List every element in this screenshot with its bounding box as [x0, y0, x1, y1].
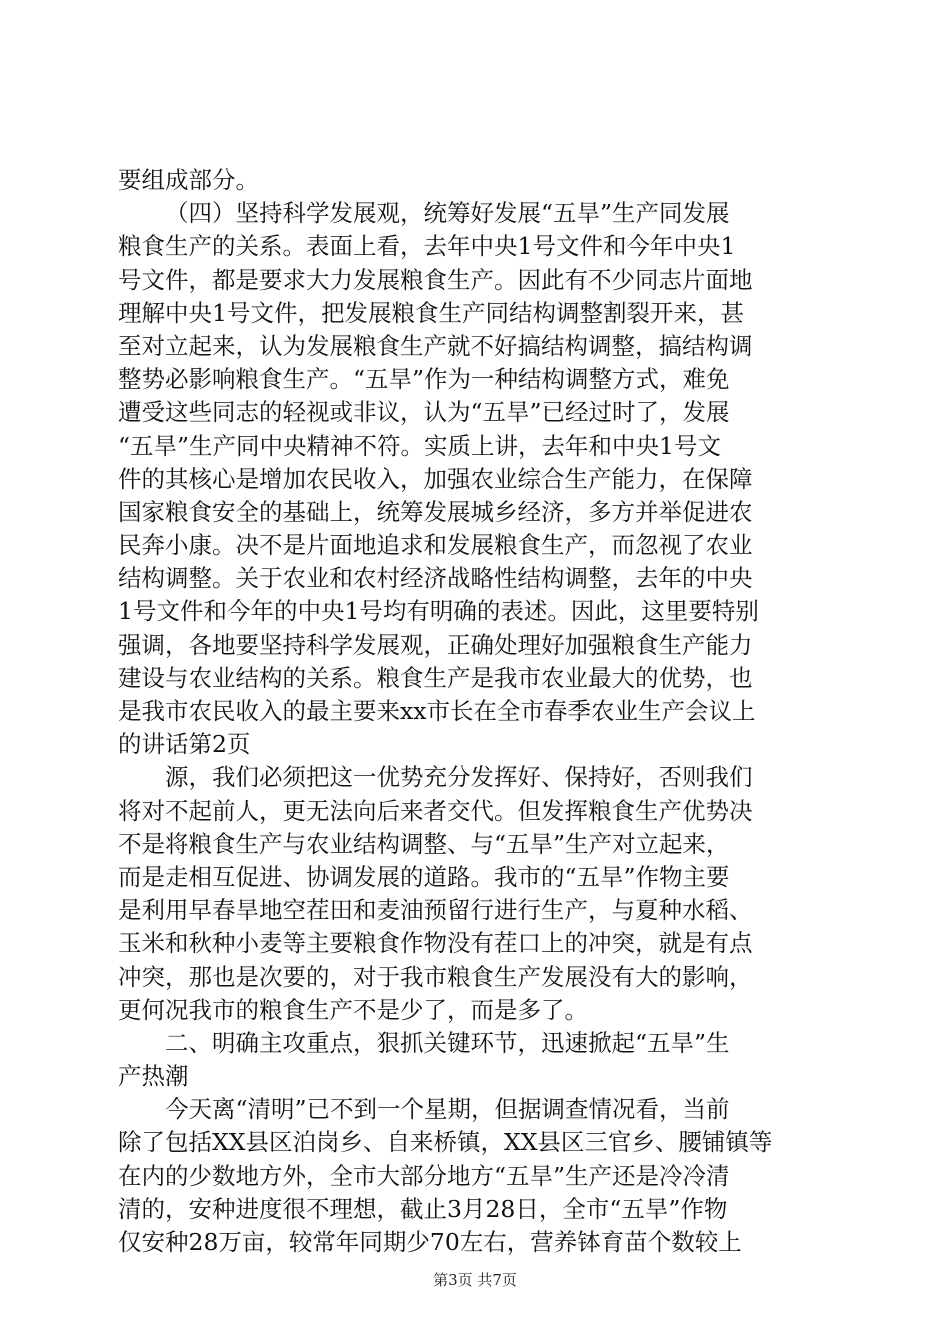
- text-line: 的讲话第2页: [118, 730, 251, 759]
- text-line: 玉米和秋种小麦等主要粮食作物没有茬口上的冲突，就是有点: [118, 929, 753, 958]
- text-line: 1号文件和今年的中央1号均有明确的表述。因此，这里要特别: [118, 597, 759, 626]
- text-line: 理解中央1号文件，把发展粮食生产同结构调整割裂开来，甚: [118, 298, 744, 327]
- text-line: 结构调整。关于农业和农村经济战略性结构调整，去年的中央: [118, 564, 753, 593]
- text-line-paragraph-start: 今天离“清明”已不到一个星期，但据调查情况看，当前: [165, 1095, 730, 1124]
- text-line-paragraph-start: （四）坚持科学发展观，统筹好发展“五旱”生产同发展: [165, 199, 730, 228]
- text-line: 是我市农民收入的最主要来xx市长在全市春季农业生产会议上: [118, 697, 756, 725]
- text-line: “五旱”生产同中央精神不符。实质上讲，去年和中央1号文: [118, 431, 721, 460]
- text-line: 清的，安种进度很不理想，截止3月28日，全市“五旱”作物: [118, 1194, 728, 1223]
- text-line: 至对立起来，认为发展粮食生产就不好搞结构调整，搞结构调: [118, 331, 753, 360]
- document-body: [118, 164, 834, 1259]
- text-line: 而是走相互促进、协调发展的道路。我市的“五旱”作物主要: [118, 862, 730, 891]
- text-line: 粮食生产的关系。表面上看，去年中央1号文件和今年中央1: [118, 232, 736, 261]
- text-line: 是利用早春旱地空茬田和麦油预留行进行生产，与夏种水稻、: [118, 896, 753, 925]
- text-line: 件的其核心是增加农民收入，加强农业综合生产能力，在保障: [118, 464, 753, 493]
- text-line: 强调，各地要坚持科学发展观，正确处理好加强粮食生产能力: [118, 630, 753, 659]
- text-line: 遭受这些同志的轻视或非议，认为“五旱”已经过时了，发展: [118, 398, 730, 427]
- text-line-paragraph-start: 源，我们必须把这一优势充分发挥好、保持好，否则我们: [165, 763, 753, 792]
- text-line: 更何况我市的粮食生产不是少了，而是多了。: [118, 995, 588, 1024]
- text-line: 在内的少数地方外，全市大部分地方“五旱”生产还是冷冷清: [118, 1161, 730, 1190]
- text-line: 整势必影响粮食生产。“五旱”作为一种结构调整方式，难免: [118, 365, 730, 394]
- section-heading-line: 产热潮: [118, 1062, 189, 1091]
- text-line: 建设与农业结构的关系。粮食生产是我市农业最大的优势，也: [118, 663, 753, 692]
- text-line: 要组成部分。: [118, 166, 259, 194]
- text-line: 仅安种28万亩，较常年同期少70左右，营养钵育苗个数较上: [118, 1228, 742, 1256]
- text-line: 冲突，那也是次要的，对于我市粮食生产发展没有大的影响，: [118, 962, 753, 991]
- text-line: 除了包括XX县区泊岗乡、自来桥镇，XX县区三官乡、腰铺镇等: [118, 1128, 773, 1157]
- text-line: 不是将粮食生产与农业结构调整、与“五旱”生产对立起来，: [118, 829, 730, 858]
- section-heading-line: 二、明确主攻重点，狠抓关键环节，迅速掀起“五旱”生: [165, 1028, 730, 1057]
- text-line: 号文件，都是要求大力发展粮食生产。因此有不少同志片面地: [118, 265, 753, 294]
- text-line: 将对不起前人，更无法向后来者交代。但发挥粮食生产优势决: [118, 796, 753, 825]
- text-line: 国家粮食安全的基础上，统筹发展城乡经济，多方并举促进农: [118, 497, 753, 526]
- page-number-footer: 第3页 共7页: [433, 1271, 517, 1289]
- text-line: 民奔小康。决不是片面地追求和发展粮食生产，而忽视了农业: [118, 531, 753, 560]
